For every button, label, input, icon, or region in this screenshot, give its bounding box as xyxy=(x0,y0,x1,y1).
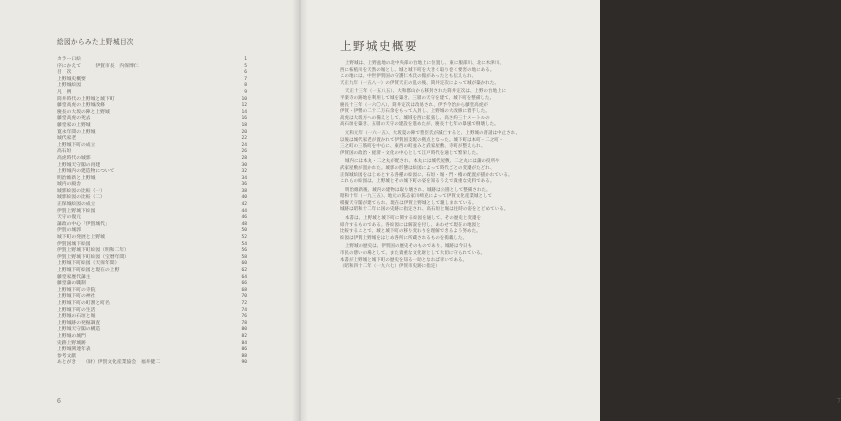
toc-entry-label: 上野城跡の発掘調査 xyxy=(57,320,101,326)
toc-entry-page: 42 xyxy=(241,202,247,208)
text-line: この地には、中世伊賀国の守護仁木氏の館があったとも伝えられ、 xyxy=(340,74,477,80)
toc-entry-label: 藤堂藩の職制 xyxy=(57,281,86,287)
toc-entry-page: 40 xyxy=(241,195,247,201)
body-text xyxy=(340,61,560,273)
text-line: 武家屋敷が置かれた。城郭の形態は絵図によって時代ごとの変遷がたどれ、 xyxy=(340,165,495,171)
paragraph xyxy=(340,188,560,214)
text-line: 正保城絵図をはじめとする各種の絵図に、石垣・堀・門・櫓の配置が描かれている。 xyxy=(340,172,513,178)
toc-entry-label: 上野城内の建造物について xyxy=(57,169,115,175)
toc-entry-page: 46 xyxy=(241,215,247,221)
toc-entry-label: 上野城史概要 xyxy=(57,76,86,82)
toc-entry-page: 56 xyxy=(241,248,247,254)
toc-title: 絵図からみた上野城目次 xyxy=(57,38,134,46)
toc-entry-label: 寛永年間の上野城 xyxy=(57,129,96,135)
toc-entry xyxy=(57,334,247,341)
toc-entry-page: 62 xyxy=(241,268,247,273)
toc-entry xyxy=(57,70,247,77)
toc-entry xyxy=(57,156,247,163)
toc-entry xyxy=(57,268,247,275)
toc-entry-label: 藩政の中心「伊賀城代」 xyxy=(57,221,110,227)
toc-entry xyxy=(57,130,247,137)
toc-entry xyxy=(57,222,247,229)
toc-entry-label: 城郭絵図の比較（二） xyxy=(57,195,105,201)
paragraph xyxy=(340,89,560,129)
toc-entry xyxy=(57,215,247,222)
toc-entry-label: 城内の殿舎 xyxy=(57,182,81,188)
book-gutter xyxy=(292,0,308,421)
toc-entry-page: 82 xyxy=(241,333,247,339)
toc-entry-label: 伊賀の城郭 xyxy=(57,228,81,234)
toc-entry-page: 36 xyxy=(241,182,247,188)
toc-entry-page: 10 xyxy=(241,96,247,102)
toc-entry-page: 60 xyxy=(241,261,247,267)
toc-entry-page: 72 xyxy=(241,300,247,306)
toc-entry-page: 5 xyxy=(244,63,247,69)
toc-entry-label: 上野城下町絵図と現在の上野 xyxy=(57,268,120,273)
toc-entry-page: 14 xyxy=(241,109,247,115)
text-line: 明治維新後、城内の建物は取り壊され、城跡は公園として整備された。 xyxy=(345,187,491,193)
text-line: （昭和四十二年（一九六七）伊賀市史跡に指定） xyxy=(340,264,440,270)
toc-entry-label: 上野城下町の寺院 xyxy=(57,287,96,293)
toc-entry-page: 7 xyxy=(244,76,247,82)
toc-entry xyxy=(57,294,247,301)
toc-entry-page: 8 xyxy=(244,83,247,89)
toc-entry-label: 天守の復元 xyxy=(57,215,81,221)
toc-entry xyxy=(57,169,247,176)
toc-entry-page: 66 xyxy=(241,281,247,287)
toc-entry xyxy=(57,90,247,97)
toc-entry-label: 正保城絵図の成立 xyxy=(57,202,96,208)
text-line: 城跡は昭和十二年に国の史跡に指定され、高石垣と堀は往時の姿をとどめている。 xyxy=(340,207,509,213)
text-line: 模擬天守閣が建てられ、現在は伊賀上野城として親しまれている。 xyxy=(340,200,477,206)
toc-entry-label: 史跡上野城跡 xyxy=(57,340,86,346)
toc-entry-label: 藤堂高虎の上野城改修 xyxy=(57,103,105,109)
toc-entry-label: 上野城下町絵図（天保年間） xyxy=(57,261,120,267)
toc-entry-page: 68 xyxy=(241,287,247,293)
toc-entry-label: カラー口絵 xyxy=(57,57,81,62)
toc-entry-label: 城代家老 xyxy=(57,136,77,142)
text-line: 元和元年（一六一五）、大坂夏の陣で豊臣氏が滅亡すると、上野城の普請は中止され、 xyxy=(345,130,521,136)
toc-entry-label: 慶長の大坂の陣と上野城 xyxy=(57,109,110,115)
toc-entry-page: 18 xyxy=(241,122,247,128)
toc-entry-page: 74 xyxy=(241,307,247,313)
toc-entry-label: 上野城関連年表 xyxy=(57,347,91,353)
toc-entry-page: 28 xyxy=(241,155,247,161)
text-line: 伊賀国の政治・経済・文化の中心として江戸時代を通じて繁栄した。 xyxy=(340,150,481,156)
toc-entry-label: 目 次 xyxy=(57,70,72,76)
toc-entry xyxy=(57,235,247,242)
paragraph xyxy=(340,216,560,242)
toc-entry-label: あとがき （財）伊賀文化産業協会 福井健二 xyxy=(57,360,161,366)
toc-entry-label: 高虎時代の城郭 xyxy=(57,155,91,161)
text-line: これらの絵図は、上野城とその城下町の姿を知るうえで貴重な史料である。 xyxy=(340,179,495,185)
toc-entry-label: 上野城下町の生活 xyxy=(57,307,96,313)
toc-entry xyxy=(57,261,247,268)
toc-entry xyxy=(57,301,247,308)
text-line: 紹介するものである。各絵図には解説を付し、あわせて現在の地図と xyxy=(340,222,481,228)
toc-entry-page: 34 xyxy=(241,175,247,181)
text-line: 平楽寺の跡地を利用して城を築き、三層の天守を建て、城下町を整備した。 xyxy=(340,95,495,101)
toc-entry-page: 52 xyxy=(241,235,247,241)
toc-entry-page: 50 xyxy=(241,228,247,234)
toc-entry xyxy=(57,281,247,288)
toc-entry-page: 6 xyxy=(244,70,247,76)
toc-entry xyxy=(57,314,247,321)
text-line: 絵図は伊賀上野城をはじめ各所に所蔵されるものを掲載した。 xyxy=(340,235,468,241)
toc-entry xyxy=(57,143,247,150)
paragraph xyxy=(340,159,560,185)
toc-entry-label: 伊賀上野城下町絵図（明和二年） xyxy=(57,248,129,254)
toc-entry xyxy=(57,116,247,123)
toc-entry-page: 9 xyxy=(244,89,247,95)
text-line: 高虎は大坂方への備えとして、城域を西に拡張し、高さ約三十メートルの xyxy=(340,115,490,121)
toc-entry-page: 90 xyxy=(241,360,247,366)
toc-entry xyxy=(57,248,247,255)
toc-entry xyxy=(57,123,247,130)
toc-entry-page: 32 xyxy=(241,169,247,175)
toc-entry-label: 凡 例 xyxy=(57,89,72,95)
text-line: 上野城は、上野盆地の北中央部の台地上に位置し、東に服部川、北に木津川、 xyxy=(345,61,504,66)
toc-entry-label: 藤堂家歴代藩主 xyxy=(57,274,91,280)
toc-entry xyxy=(57,176,247,183)
toc-entry-label: 伊賀上野城下町絵図（宝暦年間） xyxy=(57,254,129,260)
toc-entry-page: 48 xyxy=(241,221,247,227)
text-line: 西に柘植川を天然の堀とし、城と城下町を大きく取り巻く要害の地にある。 xyxy=(340,67,495,73)
toc-entry xyxy=(57,360,247,367)
toc-entry xyxy=(57,64,247,71)
toc-entry xyxy=(57,83,247,90)
toc-entry-label: 伊賀国城下絵図 xyxy=(57,241,91,247)
toc-entry-page: 38 xyxy=(241,188,247,194)
text-line: 本書は、上野城と城下町に関する絵図を通して、その歴史と変遷を xyxy=(345,216,482,222)
toc-entry-page: 76 xyxy=(241,314,247,320)
toc-entry-page: 64 xyxy=(241,274,247,280)
toc-entry-page: 84 xyxy=(241,340,247,346)
toc-entry-page: 54 xyxy=(241,241,247,247)
text-line: 天正九年（一五八一）の伊賀天正の乱の後、筒井定次によって城が築かれた。 xyxy=(340,80,499,86)
text-line: 慶長十三年（一六〇八）、筒井定次は改易され、伊予今治から藤堂高虎が xyxy=(340,102,488,108)
toc-entry-label: 上野城天守閣の再建 xyxy=(57,162,101,168)
toc-entry xyxy=(57,103,247,110)
toc-entry-label: 上野城の城門 xyxy=(57,333,86,339)
toc-entry-page: 12 xyxy=(241,103,247,109)
text-line: 比較することで、城と城下町の移り変わりを理解できるよう努めた。 xyxy=(340,229,481,235)
toc-entry xyxy=(57,202,247,209)
toc-entry-page: 44 xyxy=(241,208,247,214)
toc-entry xyxy=(57,77,247,84)
toc-entry-page: 20 xyxy=(241,129,247,135)
text-line: 以後は城代家老が置かれて伊賀国支配の拠点となった。城下町は本町・二之町・ xyxy=(340,137,504,143)
page-number-right: 7 xyxy=(837,398,841,405)
toc-entry xyxy=(57,149,247,156)
toc-entry-page: 78 xyxy=(241,320,247,326)
toc-entry-label: 参考文献 xyxy=(57,353,77,359)
text-line: 上野城の歴史は、伊賀国の歴史そのものであり、城跡は今日も xyxy=(345,244,473,250)
toc-entry xyxy=(57,327,247,334)
toc-entry xyxy=(57,182,247,189)
toc-entry xyxy=(57,57,247,64)
text-line: 天正十三年（一五八五）、大和郡山から移封された筒井定次は、上野の台地上に xyxy=(345,89,507,95)
toc-list xyxy=(57,57,247,367)
text-line: 昭和十年（一九三五）、地元の篤志家川崎克によって伊賀文化産業城として xyxy=(340,194,493,200)
toc-entry-label: 高石垣 xyxy=(57,149,72,155)
toc-entry-page: 1 xyxy=(244,57,247,62)
toc-entry-label: 城郭絵図の比較（一） xyxy=(57,188,105,194)
text-line: 三之町の三筋町を中心に、東西の町並みと武家屋敷、寺町が整えられ、 xyxy=(340,144,486,150)
toc-entry-page: 16 xyxy=(241,116,247,122)
toc-entry-label: 上野城下町の町割と町名 xyxy=(57,300,110,306)
page-title: 上野城史概要 xyxy=(340,39,418,53)
paragraph xyxy=(340,244,560,270)
toc-entry-page: 86 xyxy=(241,347,247,353)
toc-entry-page: 80 xyxy=(241,327,247,333)
toc-entry-page: 58 xyxy=(241,254,247,260)
toc-entry-label: 藤堂家の上野城 xyxy=(57,122,91,128)
toc-entry xyxy=(57,209,247,216)
toc-entry-label: 上野城下町の成立 xyxy=(57,142,96,148)
right-page xyxy=(300,0,841,421)
toc-entry-label: 上野城天守閣の構造 xyxy=(57,327,101,333)
paragraph xyxy=(340,61,560,87)
toc-entry-label: 上野城絵図 xyxy=(57,83,81,89)
toc-entry-label: 序にかえて 伊賀市長 内保博仁 xyxy=(57,63,139,69)
page-number-left: 6 xyxy=(57,398,61,405)
toc-entry-page: 30 xyxy=(241,162,247,168)
toc-entry-page: 26 xyxy=(241,149,247,155)
toc-entry-page: 22 xyxy=(241,136,247,142)
text-line: 市民の憩いの場として、また貴重な文化財として大切に守られている。 xyxy=(340,251,486,257)
left-page xyxy=(0,0,300,421)
toc-entry-label: 上野城下町の神社 xyxy=(57,294,96,300)
toc-entry xyxy=(57,136,247,143)
toc-entry-page: 24 xyxy=(241,142,247,148)
text-line: 本書が上野城と城下町の歴史を知る一助となれば幸いである。 xyxy=(340,257,468,263)
toc-entry-label: 伊賀上野城下絵図 xyxy=(57,208,96,214)
toc-entry-label: 明治維新と上野城 xyxy=(57,175,96,181)
toc-entry-label: 筒井時代の上野城と城下町 xyxy=(57,96,115,102)
text-line: 高石垣を築き、五層の天守の建設を進めたが、慶長十七年の暴風で倒壊した。 xyxy=(340,122,499,128)
toc-entry-label: 上野城の石垣と堀 xyxy=(57,314,96,320)
toc-entry-page: 70 xyxy=(241,294,247,300)
toc-entry xyxy=(57,347,247,354)
toc-entry-label: 城下町の発展と上野城 xyxy=(57,235,105,241)
paragraph xyxy=(340,131,560,157)
toc-entry-page: 88 xyxy=(241,353,247,359)
text-line: 城内には本丸・二之丸が配され、本丸には城代屋敷、二之丸には藩の役所や xyxy=(345,159,500,165)
toc-entry-label: 藤堂高虎の死去 xyxy=(57,116,91,122)
text-line: 伊賀・伊勢の二十二万石余をもって入封し、上野城の大改修に着手した。 xyxy=(340,109,490,115)
